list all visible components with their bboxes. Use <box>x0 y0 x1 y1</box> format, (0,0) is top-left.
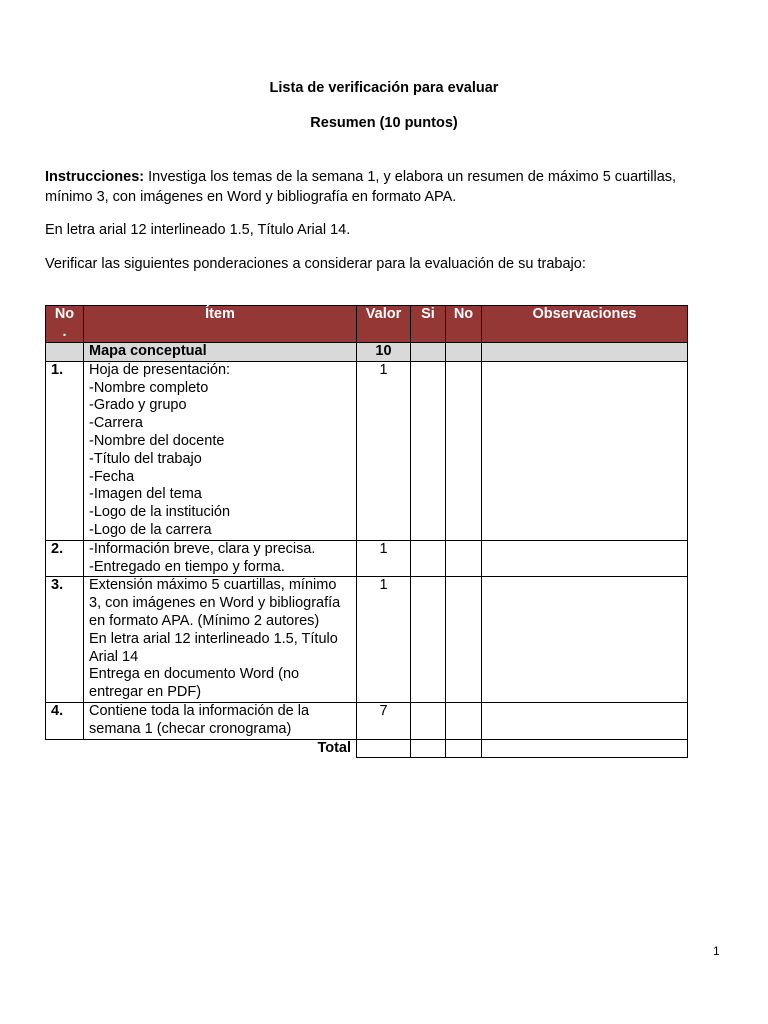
row-no-cell[interactable] <box>446 577 482 703</box>
row-number: 1. <box>46 361 84 540</box>
header-si: Si <box>411 306 446 343</box>
row-item: Contiene toda la información de la semana 1 (checar cronograma) <box>84 702 357 739</box>
row-observaciones-cell[interactable] <box>482 577 688 703</box>
row-value: 1 <box>357 540 411 577</box>
row-no-cell[interactable] <box>446 702 482 739</box>
row-number: 3. <box>46 577 84 703</box>
row-no-cell[interactable] <box>446 540 482 577</box>
row-value: 1 <box>357 577 411 703</box>
section-row <box>46 343 688 362</box>
table-row <box>46 577 688 703</box>
row-value: 1 <box>357 361 411 540</box>
instructions-paragraph <box>45 167 715 207</box>
total-no-cell[interactable] <box>446 739 482 757</box>
total-si-cell[interactable] <box>411 739 446 757</box>
row-item: -Información breve, clara y precisa. -Entregado en tiempo y forma. <box>84 540 357 577</box>
row-item: Hoja de presentación: -Nombre completo -Grado y grupo -Carrera -Nombre del docente -Título del trabajo -Fecha -Imagen del tema -Logo de la institución -Logo de la carrera <box>84 361 357 540</box>
document-title: Lista de verificación para evaluar <box>269 80 499 96</box>
total-value-cell[interactable] <box>357 739 411 757</box>
document-subtitle: Resumen (10 puntos) <box>310 115 458 131</box>
row-observaciones-cell[interactable] <box>482 361 688 540</box>
header-observaciones: Observaciones <box>482 306 688 343</box>
instructions-label: Instrucciones: <box>45 169 145 185</box>
row-si-cell[interactable] <box>411 577 446 703</box>
row-item: Extensión máximo 5 cuartillas, mínimo 3, con imágenes en Word y bibliografía en formato APA. (Mínimo 2 autores) En letra arial 12 interlineado 1.5, Título Arial 14 Entrega en documento Word (no entregar en PDF) <box>84 577 357 703</box>
row-si-cell[interactable] <box>411 540 446 577</box>
format-note: En letra arial 12 interlineado 1.5, Título Arial 14. <box>45 222 351 238</box>
page-number: 1 <box>713 944 720 958</box>
verify-note: Verificar las siguientes ponderaciones a considerar para la evaluación de su trabajo: <box>45 256 586 272</box>
row-observaciones-cell[interactable] <box>482 702 688 739</box>
table-row <box>46 540 688 577</box>
row-no-cell[interactable] <box>446 361 482 540</box>
header-item: Ítem <box>84 306 357 343</box>
row-number: 4. <box>46 702 84 739</box>
total-observaciones-cell[interactable] <box>482 739 688 757</box>
total-row <box>46 739 688 757</box>
header-valor: Valor <box>357 306 411 343</box>
row-si-cell[interactable] <box>411 361 446 540</box>
row-observaciones-cell[interactable] <box>482 540 688 577</box>
table-header-row <box>46 306 688 343</box>
row-value: 7 <box>357 702 411 739</box>
header-no: No . <box>46 306 84 343</box>
table-row <box>46 361 688 540</box>
total-label: Total <box>46 739 357 757</box>
header-no-check: No <box>446 306 482 343</box>
table-row <box>46 702 688 739</box>
row-number: 2. <box>46 540 84 577</box>
section-label: Mapa conceptual <box>84 343 357 362</box>
section-value: 10 <box>357 343 411 362</box>
instructions-text: Investiga los temas de la semana 1, y elabora un resumen de máximo 5 cuartillas, mínimo 3, con imágenes en Word y bibliografía en formato APA. <box>45 169 677 205</box>
row-si-cell[interactable] <box>411 702 446 739</box>
checklist-table <box>45 305 688 758</box>
